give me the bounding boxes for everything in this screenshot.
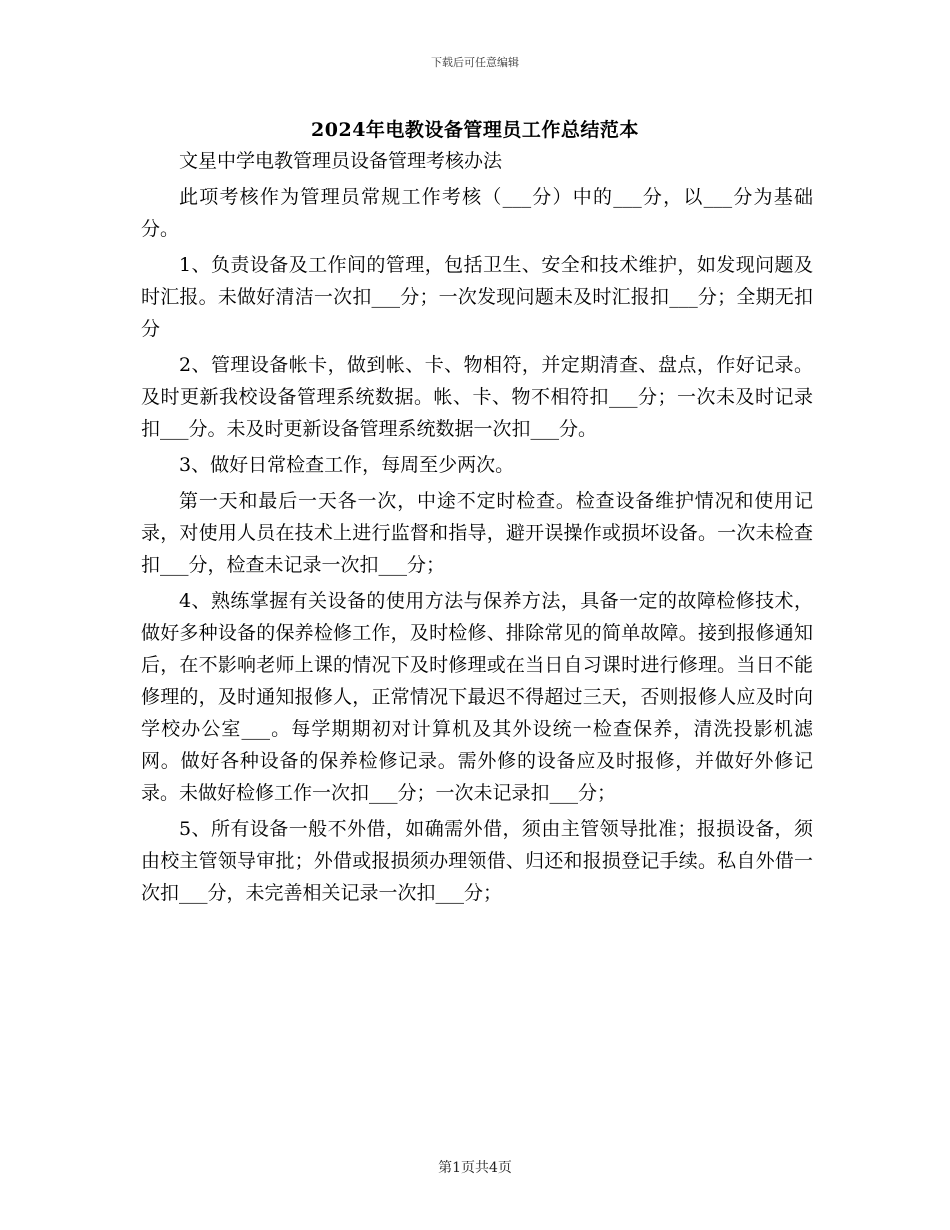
paragraph-item-3: 3、做好日常检查工作，每周至少两次。 (179, 454, 515, 476)
paragraph-item-5: 5、所有设备一般不外借，如确需外借，须由主管领导批准；报损设备，须由校主管领导审批；外借或报损须办理领借、归还和报损登记手续。私自外借一次扣___分，未完善相关记录一次扣___分； (141, 818, 813, 904)
page-number: 第1页共4页 (438, 1160, 512, 1176)
paragraph-intro: 此项考核作为管理员常规工作考核（___分）中的___分，以___分为基础分。 (141, 186, 813, 240)
header-note: 下载后可任意编辑 (431, 56, 519, 69)
paragraph-item-4: 4、熟练掌握有关设备的使用方法与保养方法，具备一定的故障检修技术，做好多种设备的保养检修工作，及时检修、排除常见的简单故障。接到报修通知后，在不影响老师上课的情况下及时修理或在当日自习课时进行修理。当日不能修理的，及时通知报修人，正常情况下最迟不得超过三天，否则报修人应及时向学校办公室___。每学期期初对计算机及其外设统一检查保养，清洗投影机滤网。做好各种设备的保养检修记录。需外修的设备应及时报修，并做好外修记录。未做好检修工作一次扣___分；一次未记录扣___分； (141, 590, 813, 804)
paragraph-item-2: 2、管理设备帐卡，做到帐、卡、物相符，并定期清查、盘点，作好记录。及时更新我校设备管理系统数据。帐、卡、物不相符扣___分；一次未及时记录扣___分。未及时更新设备管理系统数据一次扣___分。 (141, 354, 813, 440)
paragraph-item-1: 1、负责设备及工作间的管理，包括卫生、安全和技术维护，如发现问题及时汇报。未做好清洁一次扣___分；一次发现问题未及时汇报扣___分；全期无扣分 (141, 254, 813, 340)
paragraph-subtitle: 文星中学电教管理员设备管理考核办法 (179, 150, 503, 172)
document-body (141, 145, 813, 913)
paragraph-item-3-detail: 第一天和最后一天各一次，中途不定时检查。检查设备维护情况和使用记录，对使用人员在技术上进行监督和指导，避开误操作或损坏设备。一次未检查扣___分，检查未记录一次扣___分； (141, 490, 813, 576)
document-title: 2024年电教设备管理员工作总结范本 (311, 119, 639, 141)
